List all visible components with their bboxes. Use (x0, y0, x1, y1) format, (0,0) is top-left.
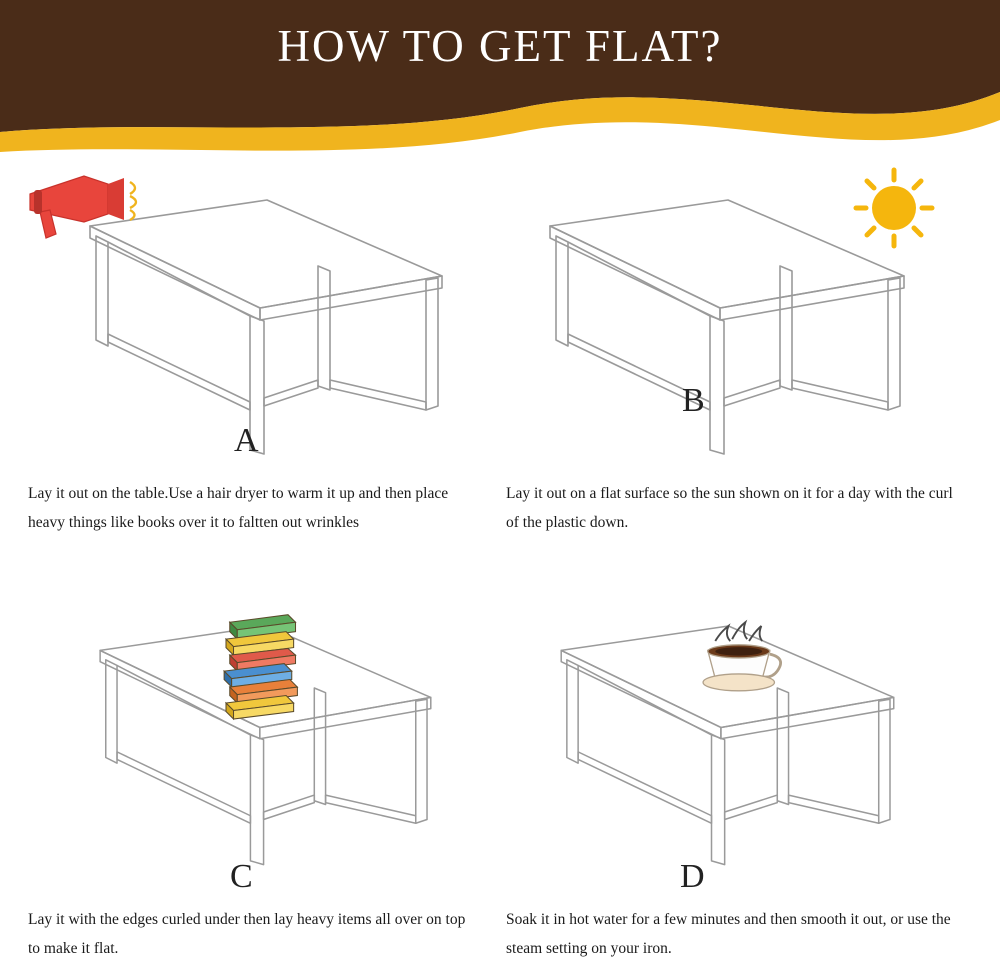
panel-b-caption: Lay it out on a flat surface so the sun shown on it for a day with the curl of the plastic down. (506, 485, 953, 531)
page-title: HOW TO GET FLAT? (277, 21, 723, 71)
panel-c-letter: C (230, 858, 253, 895)
hair-dryer-icon (30, 176, 136, 238)
page-header (0, 0, 1000, 152)
panel-a-caption: Lay it out on the table.Use a hair dryer to warm it up and then place heavy things like books over it to faltten out wrinkles (28, 485, 449, 531)
panel-c-illustration (22, 564, 492, 874)
panel-d-caption: Soak it in hot water for a few minutes and then smooth it out, or use the steam setting on your iron. (506, 911, 951, 957)
panel-b-letter: B (682, 382, 705, 419)
sun-icon (856, 170, 932, 246)
panel-d-illustration (500, 564, 970, 874)
panel-c (22, 564, 492, 964)
panel-d-letter: D (680, 858, 705, 895)
panel-c-caption: Lay it with the edges curled under then lay heavy items all over on top to make it flat. (28, 911, 466, 957)
panel-b-illustration (500, 158, 970, 468)
panel-a (22, 158, 492, 558)
panel-b (500, 158, 970, 558)
panel-d (500, 564, 970, 964)
panel-grid (0, 152, 1000, 974)
panel-a-letter: A (234, 422, 259, 459)
stack-of-books-icon (224, 615, 297, 719)
